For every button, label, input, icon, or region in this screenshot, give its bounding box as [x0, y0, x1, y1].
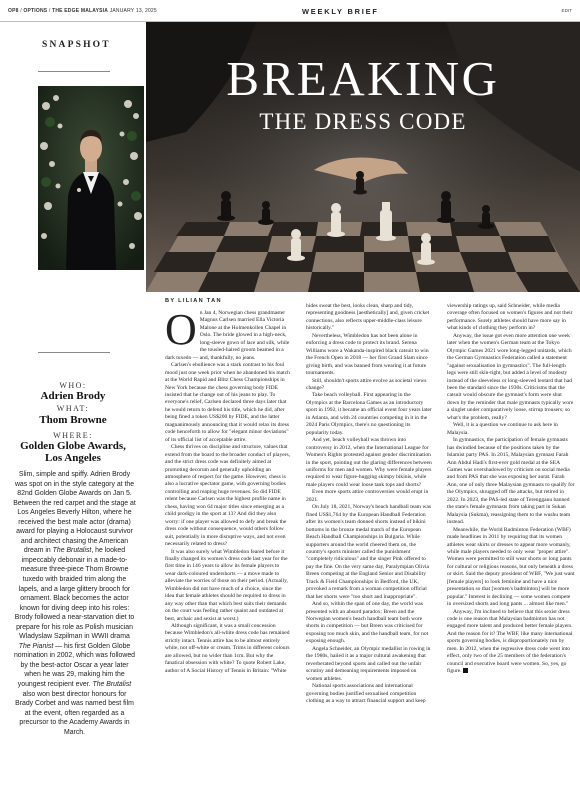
paragraph: Although significant, it was a small concession because Wimbledon's all-white dress code has remained strictly intact. Tennis attire has to be almost entirely white, not off-white or cream. Trims in different colours are allowed, but no wider than 1cm. But why the fanatical obsession with white? To quote Robert Lake, author of A Social History of Tennis in Britain: "White	[165, 623, 290, 674]
paragraph: Still, shouldn't sports attire evolve as societal views change?	[306, 377, 427, 391]
paragraph: viewership ratings up, said Schneider, while media coverage often focused on women's figures and not their performance. Surely athletes should have more say in what kinds of clothing they perform in?	[447, 303, 573, 332]
film-title: The Pianist	[18, 642, 54, 650]
sidebar-rule-mid	[38, 352, 110, 353]
paragraph: hides sweat the best, looks clean, sharp and tidy, representing goodness [aesthetically] and, given cricket connections, also reflects upper-middle-class leisure historically."	[306, 303, 430, 332]
paragraph: Take beach volleyball. First appearing in the Olympics at the Barcelona Games as an introductory sport in 1992, it became an official event four years later in Atlanta, and with 24 countries competing in it in the 2024 Paris Olympics, there's no questioning its popularity today.	[306, 392, 432, 436]
paragraph: Carlsen's ebullience was a stark contrast to his foul mood just one week prior when he abandoned his match at the World Rapid and Blitz Chess Championships in New York because the chess governing body FIDE insisted that he change out of his jeans to play. To everyone's relief, Carlsen declared three days later that he would return to defend his title, which he did, after being fined a token US$200 by FIDE, and the latter magnanimously announcing that it would relax its dress code henceforth to allow for "elegant minor deviations" of its official list of acceptable attire.	[165, 362, 290, 443]
adrien-brody-photo	[38, 86, 144, 270]
who-value: Adrien Brody	[40, 390, 106, 402]
where-value-line-1: Golden Globe Awards,	[20, 440, 126, 452]
page-header	[0, 0, 580, 22]
header-left: OP8 / OPTIONS / THE EDGE MALAYSIA JANUARY 13, 2025	[8, 8, 157, 14]
article-column-3	[447, 303, 575, 676]
headline-subtitle: THE DRESS CODE	[259, 109, 467, 134]
hero-image	[146, 22, 580, 292]
where-value-line-2: Los Angeles	[45, 452, 101, 464]
snapshot-caption: Slim, simple and spiffy. Adrien Brody was spot on in the style category at the 82nd Golden Globe Awards on Jan 5. Between the red carpet and the stage at Los Angeles Beverly Hilton, where he received the best male actor (drama) award for playing a Holocaust survivor and architect chasing the American dream in The Brutalist, he looked impeccably debonair in a made-to-measure three-piece Thom Browne tuxedo with braided trim along the lapels, and a large glittery brooch for ornament. Black becomes the actor known for diving deep into his roles: Brody followed a near-starvation diet to prepare for his role as Polish musician Wladyslaw Szpilman in WWII drama The Pianist — his first Golden Globe nomination in 2002, which was followed by the best-actor Oscar a year later when he was 29, making him the youngest recipient ever. The Brutalist also won best director honours for Brady Corbet and was named best film at the event, often regarded as a precursor to the Academy Awards in March.	[13, 471, 136, 736]
what-label: WHAT:	[56, 404, 90, 413]
snapshot-title: SNAPSHOT	[42, 40, 111, 50]
drop-cap: O	[165, 305, 197, 354]
article-column-1	[165, 305, 291, 675]
sidebar-rule-top	[38, 71, 110, 72]
paragraph: It was also surely what Wimbledon feared before it finally changed its women's dress code last year for the first time in 146 years to allow its female players to wear dark-coloured undershorts — a move made to alleviate the worries of those on their period. (Actually, Wimbledon did not have much of a choice, since the idea that female athletes should be required to dress in any way other than that which best suits their demands on the court was feeling rather quaint and outdated at best, archaic and sexist at worst.)	[165, 548, 288, 622]
paragraph: Chess thrives on discipline and structure, values that extend from the board to the broader conduct of players, and the strict dress code was definitely aimed at promoting decorum and generally upholding an atmosphere of respect for the game. However, chess is also a lucrative spectator game, with governing bodies controlling and reaping huge revenues. So did FIDE relent because Carlsen was the highest profile name in chess, having won 64 major titles since emerging as a child prodigy in the sport at 13? And did they also worry: if one player was allowed to defy and break the dress code without consequence, would others follow suit, potentially in more disruptive ways, and not even necessarily related to dress?	[165, 444, 291, 548]
article-column-2	[306, 303, 432, 705]
paragraph: National sports associations and international governing bodies justified sexualised competition clothing as a way to attract financial support and keep	[306, 683, 426, 705]
paragraph: Even more sports attire controversies would erupt in 2021.	[306, 489, 429, 503]
brand-name: THE EDGE MALAYSIA	[52, 8, 109, 14]
paragraph: And yet, beach volleyball was thrown into controversy in 2012, when the International League for Women's Rights protested against gender discrimination in the sport, pointing out the glaring differences between uniforms for men and women. Why were female players required to wear figure-hugging skimpy bikinis, while male players could wear loose tank tops and shorts?	[306, 437, 432, 488]
paragraph: On July 18, 2021, Norway's beach handball team was fined US$1,764 by the European Handball Federation after its women's team donned shorts instead of bikini bottoms in the bronze medal match of the European Beach Handball Championships in Bulgaria. While supporters around the world cheered them on, the country's sports minister called the punishment "completely ridiculous" and the singer Pink offered to pay the fine. On the very same day, Paralympian Olivia Breen competing at the England Senior and Disability Track & Field Championships in Bedford, the UK, provoked a remark from a woman competition official that her shorts were "too short and inappropriate".	[306, 504, 431, 600]
where-label: WHERE:	[53, 431, 93, 440]
who-label: WHO:	[59, 381, 87, 390]
paragraph: Nevertheless, Wimbledon has not been alone in enforcing a dress code to protect its brand. Serena Williams wore a Wakanda-inspired black catsuit to win the French Open in 2018 — her first Grand Slam since giving birth, and was banned from wearing it at future tournaments.	[306, 332, 429, 377]
issue-date: JANUARY 13, 2025	[109, 8, 157, 14]
paragraph: Angela Schneider, an Olympic medallist in rowing in the 1980s, hailed it as a major cultural awakening that reverberated beyond sports and called out the unfair scrutiny and demeaning requirements imposed on women athletes.	[306, 645, 431, 682]
portrait-illustration	[38, 86, 144, 270]
paragraph: In gymnastics, the participation of female gymnasts has dwindled because of the positions taken by the Islamist party PAS. In 2015, Malaysian gymnast Farah Ann Abdul Hadi's first-ever gold medal at the SEA Games was overshadowed by criticism on social media and from PAS that she was exposing her aurat. Farah Ann, one of only three Malaysian gymnasts to qualify for the Olympics, shrugged off the attacks, but retired in 2022. In 2023, the PAS-led state of Terengganu banned the state's female gymnasts from taking part in Sukan Malaysia (Sukma), reassigning them to the wushu team instead.	[447, 437, 575, 526]
column-name: WEEKLY BRIEF	[302, 7, 379, 16]
page-number: OP8	[8, 8, 19, 14]
paragraph: On Jan 4, Norwegian chess grandmaster Magnus Carlsen married Ella Victoria Malone at the Holmenkollen Chapel in Oslo. The bride glowed in a high-neck, long-sleeve gown of lace and silk, while the tousled-haired groom beamed in a dark tuxedo — and, thankfully, no jeans.	[165, 305, 290, 361]
paragraph: Well, it is a question we continue to ask here in Malaysia.	[447, 422, 558, 436]
film-title: The Brutalist	[92, 681, 132, 689]
paragraph: Meanwhile, the World Badminton Federation (WBF) made headlines in 2011 by requiring that its women athletes wear skirts or dresses to appear more womanly, while male players needed to only wear "proper attire". Women were permitted to still wear shorts or long pants for cultural or religious reasons, but only beneath a dress or skirt. Said the deputy president of WBF, "We just want [female players] to look feminine and have a nice presentation so that [women's badminton] will be more popular." Interest is declining — some women compete in oversized shorts and long pants ... almost like men."	[447, 526, 575, 608]
page-code: EDIT	[561, 8, 572, 13]
what-value: Thom Browne	[39, 414, 107, 426]
section-name: OPTIONS	[23, 8, 48, 14]
byline: BY LILIAN TAN	[165, 298, 222, 304]
film-title: The Brutalist	[52, 547, 92, 555]
end-of-article-icon	[463, 668, 468, 673]
paragraph: And so, within the span of one day, the world was presented with an absurd paradox: Breen and the Norwegian women's beach handball team both wore shorts in competition — but Breen was criticised for exposing too much skin, and the handball team, for not exposing enough.	[306, 601, 429, 645]
headline: BREAKING	[226, 51, 500, 106]
paragraph: Anyway, the issue got even more attention one week later when the women's German team at the Tokyo Olympic Games 2021 wore long-legged unitards, which the German Gymnastics Federation called a statement "against sexualisation in gymnastics". The full-length legs were still skin-tight, but added a level of modesty instead of the sleeveless or long-sleeved leotard that had been the standard since the 1930s. Criticisms that the catsuit would obscure the gymnast's form were shut down by the reminder that male gymnasts typically wore a singlet under comparatively loose, stirrup trousers; so what's the problem, really?	[447, 332, 574, 421]
paragraph: Anyway, I'm inclined to believe that this sexist dress code is one reason that Malaysian badminton has not engaged more talent and produced better female players. And the reason for it? The WBF, like many international sports governing bodies, is disproportionately run by men. In 2012, when the regressive dress code went into effect, only two of the 25 members of the federation's council and executive board were women. So, yes, go figure.	[447, 608, 573, 675]
